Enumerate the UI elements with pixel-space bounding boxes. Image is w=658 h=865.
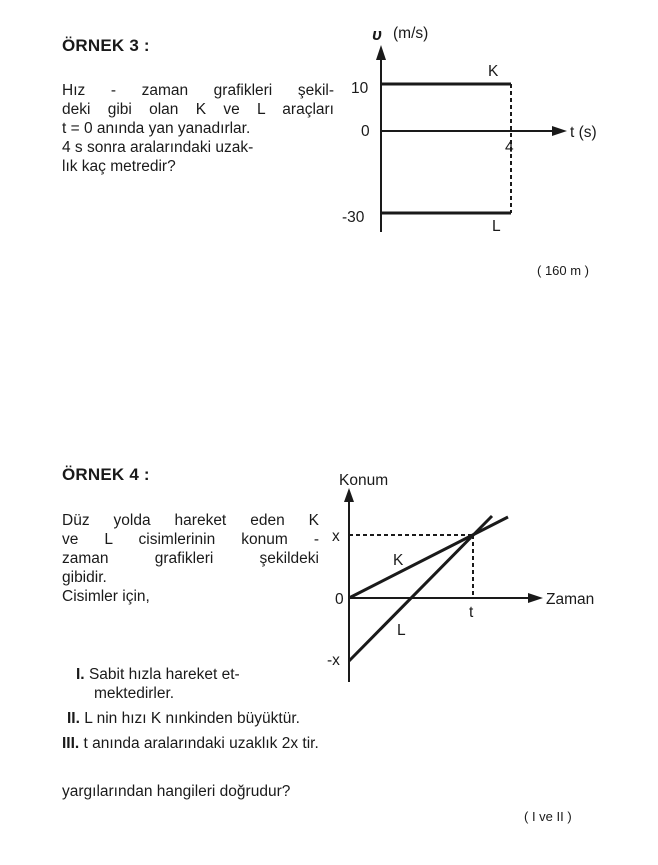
x-tick-t: t — [469, 604, 474, 621]
question-line: ve L cisimlerinin konum - — [62, 531, 319, 548]
statement-number: II. — [67, 710, 80, 727]
y-axis-unit: (m/s) — [393, 25, 429, 42]
y-tick-0: 0 — [335, 591, 344, 608]
question-line: gibidir. — [62, 569, 107, 586]
question-line: 4 s sonra aralarındaki uzak- — [62, 139, 254, 156]
question-line: Düz yolda hareket eden K — [62, 512, 319, 529]
statement-number: III. — [62, 735, 80, 752]
y-axis-arrow — [344, 488, 354, 502]
k-label: K — [488, 63, 499, 80]
statement-number: I. — [76, 666, 85, 683]
example-3-title: ÖRNEK 3 : — [62, 36, 150, 55]
question-line: Hız - zaman grafikleri şekil- — [62, 82, 334, 99]
question-line: zaman grafikleri şekildeki — [62, 550, 319, 567]
x-axis-label: Zaman — [546, 591, 595, 608]
example-4-title: ÖRNEK 4 : — [62, 465, 150, 484]
k-position-line — [349, 517, 508, 598]
example-4-answer: ( I ve II ) — [524, 809, 572, 824]
y-tick-neg-x: -x — [327, 652, 340, 669]
question-line: t = 0 anında yan yanadırlar. — [62, 120, 251, 137]
example-4-prompt: yargılarından hangileri doğrudur? — [62, 783, 291, 800]
statement-1-continuation: mektedirler. — [94, 685, 175, 702]
velocity-time-graph — [0, 0, 658, 300]
question-line: deki gibi olan K ve L araçları — [62, 101, 334, 118]
y-axis-label: Konum — [339, 472, 389, 489]
x-tick-4: 4 — [505, 139, 514, 156]
l-label: L — [492, 218, 501, 235]
statement-3 — [62, 734, 319, 753]
y-tick-0: 0 — [361, 123, 370, 140]
y-axis-arrow — [376, 45, 386, 60]
position-time-graph — [0, 460, 658, 700]
question-line: Cisimler için, — [62, 588, 150, 605]
y-tick-neg-30: -30 — [342, 209, 365, 226]
example-3-answer: ( 160 m ) — [537, 263, 590, 278]
l-label: L — [397, 622, 406, 639]
x-axis-arrow — [552, 126, 567, 136]
x-axis-label: t (s) — [570, 124, 597, 141]
y-tick-10: 10 — [351, 80, 369, 97]
k-label: K — [393, 552, 404, 569]
statement-text: Sabit hızla hareket et- — [88, 666, 240, 683]
y-axis-symbol: υ — [372, 25, 383, 44]
statement-text: L nin hızı K nınkinden büyüktür. — [84, 710, 300, 727]
x-axis-arrow — [528, 593, 543, 603]
y-tick-x: x — [332, 528, 340, 545]
statement-text: t anında aralarındaki uzaklık 2x tir. — [83, 735, 319, 752]
question-line: lık kaç metredir? — [62, 158, 176, 175]
statement-2 — [67, 709, 300, 728]
